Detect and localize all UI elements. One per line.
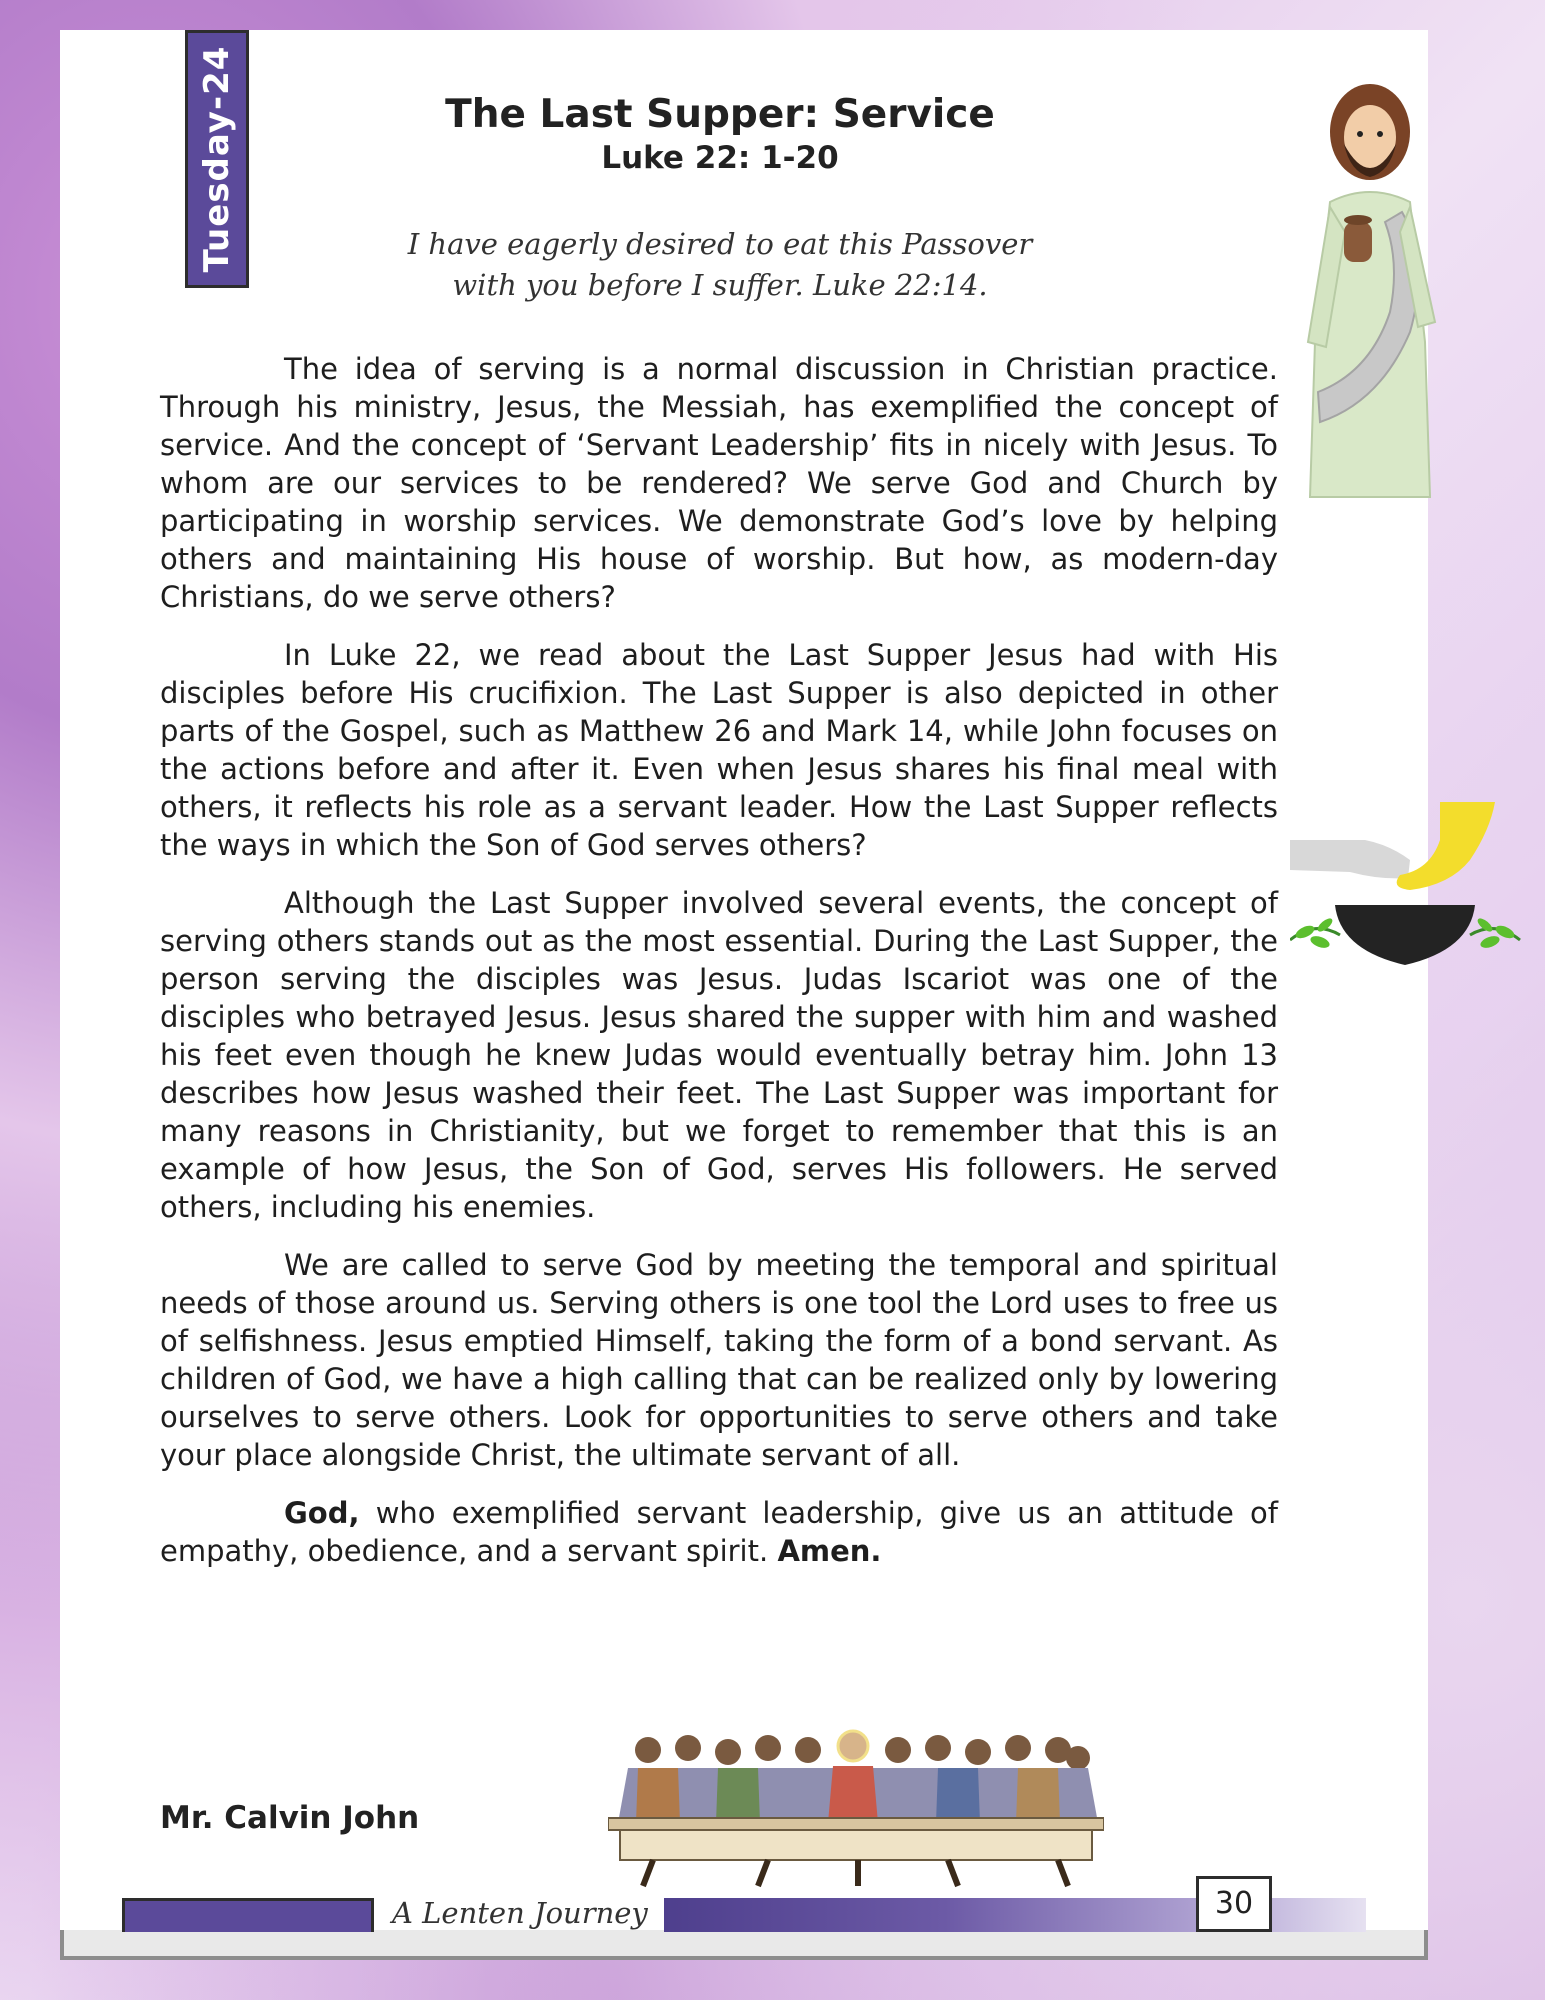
foot-washing-illustration: [1290, 800, 1525, 985]
paragraph-2: In Luke 22, we read about the Last Supper Jesus had with His disciples before His crucifixion. The Last Supper is also depicted in other parts of the Gospel, such as Matthew 26 and Mark 14, while John focuses on the actions before and after it. Even when Jesus shares his final meal with others, it reflects his role as a servant leader. How the Last Supper reflects the ways in which the Son of God serves others?: [160, 638, 1278, 862]
last-supper-illustration: [608, 1728, 1104, 1888]
prayer: [160, 1494, 1278, 1570]
paragraph-3: Although the Last Supper involved several events, the concept of serving others stands out as the most essential. During the Last Supper, the person serving the disciples was Jesus. Judas Iscariot was one of the disciples who betrayed Jesus. Jesus shared the supper with him and washed his feet even though he knew Judas would eventually betray him. John 13 describes how Jesus washed their feet. The Last Supper was important for many reasons in Christianity, but we forget to remember that this is an example of how Jesus, the Son of God, serves His followers. He served others, including his enemies.: [160, 886, 1278, 1224]
prayer-start: God,: [284, 1496, 360, 1530]
prayer-middle: who exemplified servant leadership, give us an attitude of empathy, obedience, and a servant spirit.: [160, 1496, 1278, 1568]
key-verse: [300, 224, 1140, 306]
scripture-reference: Luke 22: 1-20: [601, 140, 839, 176]
key-verse-line1: I have eagerly desired to eat this Passover: [407, 227, 1033, 261]
paragraph-4: We are called to serve God by meeting the temporal and spiritual needs of those around us. Serving others is one tool the Lord uses to free us of selfishness. Jesus emptied Himself, taking the form of a bond servant. As children of God, we have a high calling that can be realized only by lowering ourselves to serve others. Look for opportunities to serve others and take your place alongside Christ, the ultimate servant of all.: [160, 1248, 1278, 1472]
page-number: 30: [1196, 1876, 1272, 1932]
footer-accent-block: [122, 1898, 374, 1932]
jesus-figure-illustration: [1290, 82, 1450, 502]
author-name: Mr. Calvin John: [160, 1800, 420, 1836]
day-tab-label: Tuesday-24: [197, 45, 237, 273]
day-tab: [185, 30, 249, 288]
page-title: The Last Supper: Service: [445, 92, 995, 137]
page-edge: [60, 1930, 1428, 1960]
footer-brand: A Lenten Journey: [392, 1896, 648, 1930]
prayer-end: Amen.: [777, 1534, 882, 1568]
paragraph-1: The idea of serving is a normal discussion in Christian practice. Through his ministry, Jesus, the Messiah, has exemplified the concept of service. And the concept of ‘Servant Leadership’ fits in nicely with Jesus. To whom are our services to be rendered? We serve God and Church by participating in worship services. We demonstrate God’s love by helping others and maintaining His house of worship. But how, as modern-day Christians, do we serve others?: [160, 352, 1278, 614]
devotion-body: [160, 350, 1278, 1590]
key-verse-line2: with you before I suffer. Luke 22:14.: [452, 268, 988, 302]
